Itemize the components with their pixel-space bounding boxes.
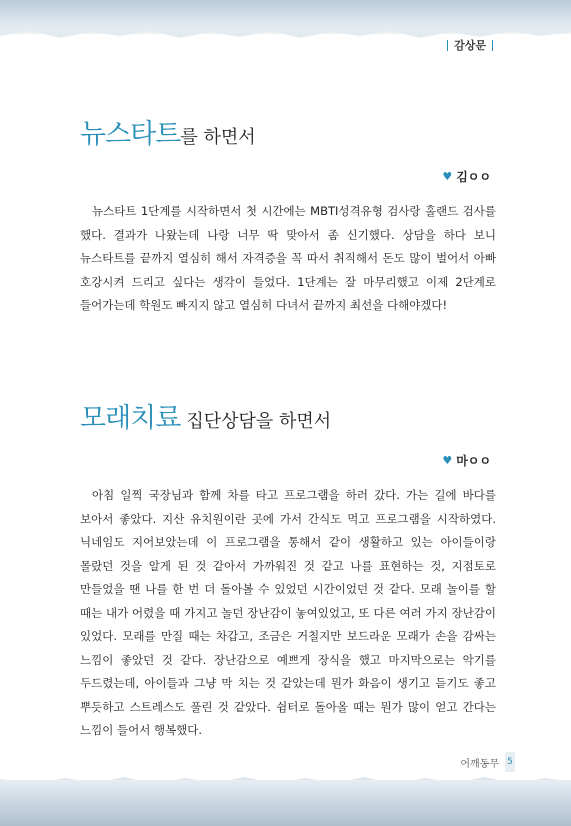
- heart-icon: ♥: [442, 454, 453, 467]
- essay-1-title: [80, 112, 256, 151]
- bottom-decorative-band: [0, 780, 571, 826]
- essay-1-author: [442, 168, 491, 185]
- essay-2-title-sub: 집단상담을 하면서: [186, 411, 332, 432]
- essay-1-author-name: 김ㅇㅇ: [456, 170, 491, 184]
- essay-2-author-name: 마ㅇㅇ: [456, 454, 491, 468]
- divider-right: [492, 40, 493, 51]
- section-tag: [447, 37, 493, 53]
- divider-left: [447, 40, 448, 51]
- essay-1-title-sub: 를 하면서: [180, 127, 256, 148]
- magazine-name: 어깨동무: [460, 758, 499, 770]
- essay-2-body: 아침 일찍 국장님과 함께 차를 타고 프로그램을 하러 갔다. 가는 길에 바다를 보아서 좋았다. 지산 유치원이란 곳에 가서 간식도 먹고 프로그램을 시작하였다. 닉네임도 지어보았는데 이 프로그램을 통해서 같이 생활하고 있는 아이들이랑 몰랐던 것을 알게 된 것 같아서 가까워진 것 같고 나를 표현하는 것, 지점토로 만들었을 땐 나를 한 번 더 돌아볼 수 있었던 시간이었던 것 같다. 모래 놀이를 할 때는 내가 어렸을 때 가지고 놀던 장난감이 놓여있었고, 또 다른 여러 가지 장난감이 있었다. 모래를 만질 때는 차갑고, 조금은 거칠지만 보드라운 모래가 손을 감싸는 느낌이 좋았던 것 같다. 장난감으로 예쁘게 장식을 했고 마지막으로는 악기를 두드렸는데, 아이들과 그냥 막 치는 것 같았는데 뭔가 화음이 생기고 듣기도 좋고 뿌듯하고 스트레스도 풀린 것 같았다. 쉼터로 돌아올 때는 뭔가 많이 얻고 간다는 느낌이 들어서 행복했다.: [80, 488, 496, 737]
- page-number: 5: [505, 752, 515, 772]
- section-label: 감상문: [454, 39, 486, 52]
- heart-icon: ♥: [442, 170, 453, 183]
- page-footer: [460, 752, 515, 772]
- essay-2-author: [442, 452, 491, 469]
- essay-1-title-main: 뉴스타트: [80, 119, 181, 150]
- essay-1-body: 뉴스타트 1단계를 시작하면서 첫 시간에는 MBTI성격유형 검사랑 홀랜드 검사를 했다. 결과가 나왔는데 나랑 너무 딱 맞아서 좀 신기했다. 상담을 하다 보니 뉴스타트를 끝까지 열심히 해서 자격증을 꼭 따서 취직해서 돈도 많이 벌어서 아빠 호강시켜 드리고 싶다는 생각이 들었다. 1단계는 잘 마무리했고 이제 2단계로 들어가는데 학원도 빠지지 않고 열심히 다녀서 끝까지 최선을 다해야겠다!: [80, 204, 496, 312]
- essay-2-title: [80, 396, 331, 435]
- essay-2-title-main: 모래치료: [80, 403, 181, 434]
